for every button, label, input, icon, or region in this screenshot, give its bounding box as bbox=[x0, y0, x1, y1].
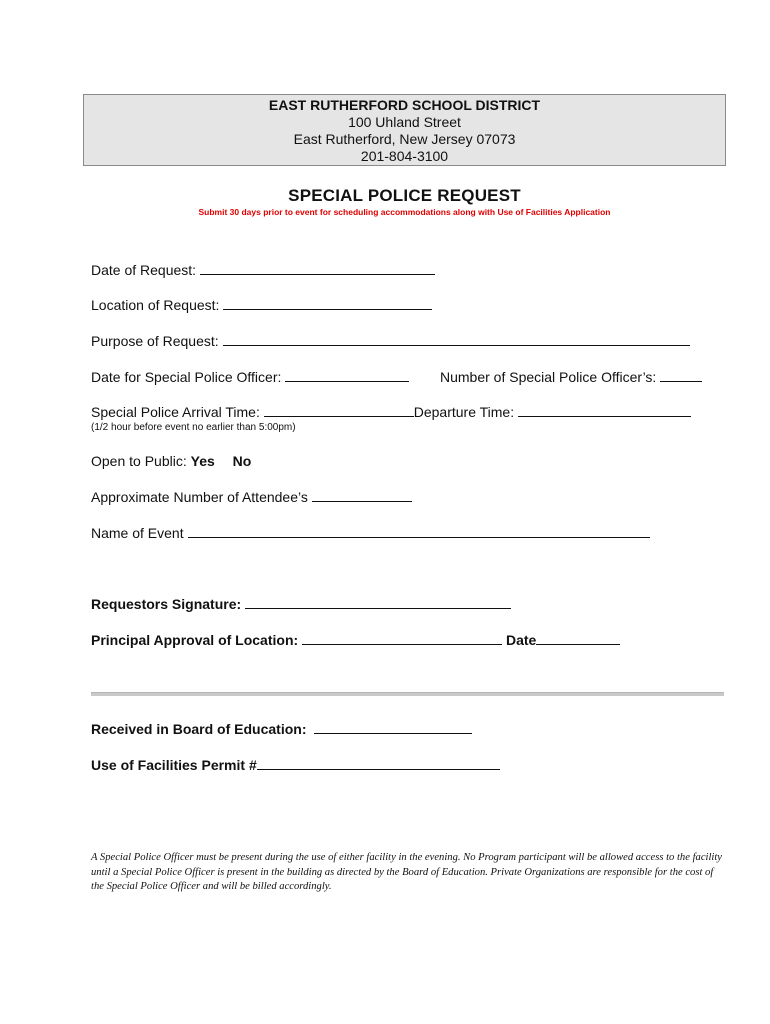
arrival-time-field[interactable] bbox=[264, 404, 414, 417]
name-of-event-row bbox=[91, 525, 650, 541]
permit-number-label: Use of Facilities Permit # bbox=[91, 757, 257, 773]
date-for-officer-label: Date for Special Police Officer: bbox=[91, 369, 282, 385]
purpose-of-request-row bbox=[91, 333, 690, 349]
approval-date-label: Date bbox=[505, 632, 537, 648]
no-option[interactable]: No bbox=[232, 453, 252, 469]
permit-number-row bbox=[91, 757, 500, 773]
permit-number-field[interactable] bbox=[257, 757, 500, 770]
arrival-time-label: Special Police Arrival Time: bbox=[91, 404, 260, 420]
name-of-event-field[interactable] bbox=[188, 525, 650, 538]
received-board-field[interactable] bbox=[314, 721, 472, 734]
form-subtitle: Submit 30 days prior to event for scheduling accommodations along with Use of Facilities Application bbox=[198, 207, 611, 217]
district-name: EAST RUTHERFORD SCHOOL DISTRICT bbox=[268, 97, 541, 113]
purpose-of-request-label: Purpose of Request: bbox=[91, 333, 219, 349]
departure-time-label: Departure Time: bbox=[413, 404, 515, 420]
principal-approval-field[interactable] bbox=[302, 632, 502, 645]
name-of-event-label: Name of Event bbox=[91, 525, 184, 541]
open-to-public-label: Open to Public: bbox=[91, 453, 187, 469]
received-board-row bbox=[91, 721, 472, 737]
principal-approval-row bbox=[91, 632, 620, 648]
footer-note: A Special Police Officer must be present during the use of either facility in the evening. No Program participant will be allowed access to the facility until a Special Police Officer is present in the building as directed by the Board of Education. Private Organizations are responsible for the cost of the Special Police Officer and will be billed accordingly. bbox=[91, 852, 722, 892]
arrival-note: (1/2 hour before event no earlier than 5:00pm) bbox=[91, 422, 296, 433]
date-of-request-row bbox=[91, 262, 435, 278]
requestor-signature-row bbox=[91, 596, 511, 612]
number-of-officers-label: Number of Special Police Officer’s: bbox=[440, 369, 657, 385]
open-to-public-row bbox=[91, 453, 251, 469]
approval-date-field[interactable] bbox=[536, 632, 620, 645]
principal-approval-label: Principal Approval of Location: bbox=[91, 632, 299, 648]
requestor-signature-label: Requestors Signature: bbox=[91, 596, 242, 612]
received-board-label: Received in Board of Education: bbox=[91, 721, 307, 737]
location-of-request-row bbox=[91, 297, 432, 313]
number-of-officers-row bbox=[440, 369, 702, 385]
attendees-row bbox=[91, 489, 412, 505]
attendees-field[interactable] bbox=[312, 489, 412, 502]
form-title: SPECIAL POLICE REQUEST bbox=[288, 186, 521, 205]
yes-option[interactable]: Yes bbox=[190, 453, 215, 469]
date-of-request-field[interactable] bbox=[200, 262, 435, 275]
date-for-officer-row bbox=[91, 369, 409, 385]
district-street: 100 Uhland Street bbox=[348, 114, 461, 130]
district-header bbox=[83, 94, 726, 166]
purpose-of-request-field[interactable] bbox=[223, 333, 690, 346]
district-phone: 201-804-3100 bbox=[360, 148, 449, 164]
attendees-label: Approximate Number of Attendee’s bbox=[91, 489, 308, 505]
arrival-time-row bbox=[91, 404, 691, 420]
location-of-request-label: Location of Request: bbox=[91, 297, 220, 313]
requestor-signature-field[interactable] bbox=[245, 596, 511, 609]
location-of-request-field[interactable] bbox=[223, 297, 432, 310]
date-of-request-label: Date of Request: bbox=[91, 262, 197, 278]
departure-time-field[interactable] bbox=[518, 404, 691, 417]
district-city: East Rutherford, New Jersey 07073 bbox=[293, 131, 516, 147]
section-divider bbox=[91, 692, 724, 696]
number-of-officers-field[interactable] bbox=[660, 369, 702, 382]
date-for-officer-field[interactable] bbox=[285, 369, 409, 382]
